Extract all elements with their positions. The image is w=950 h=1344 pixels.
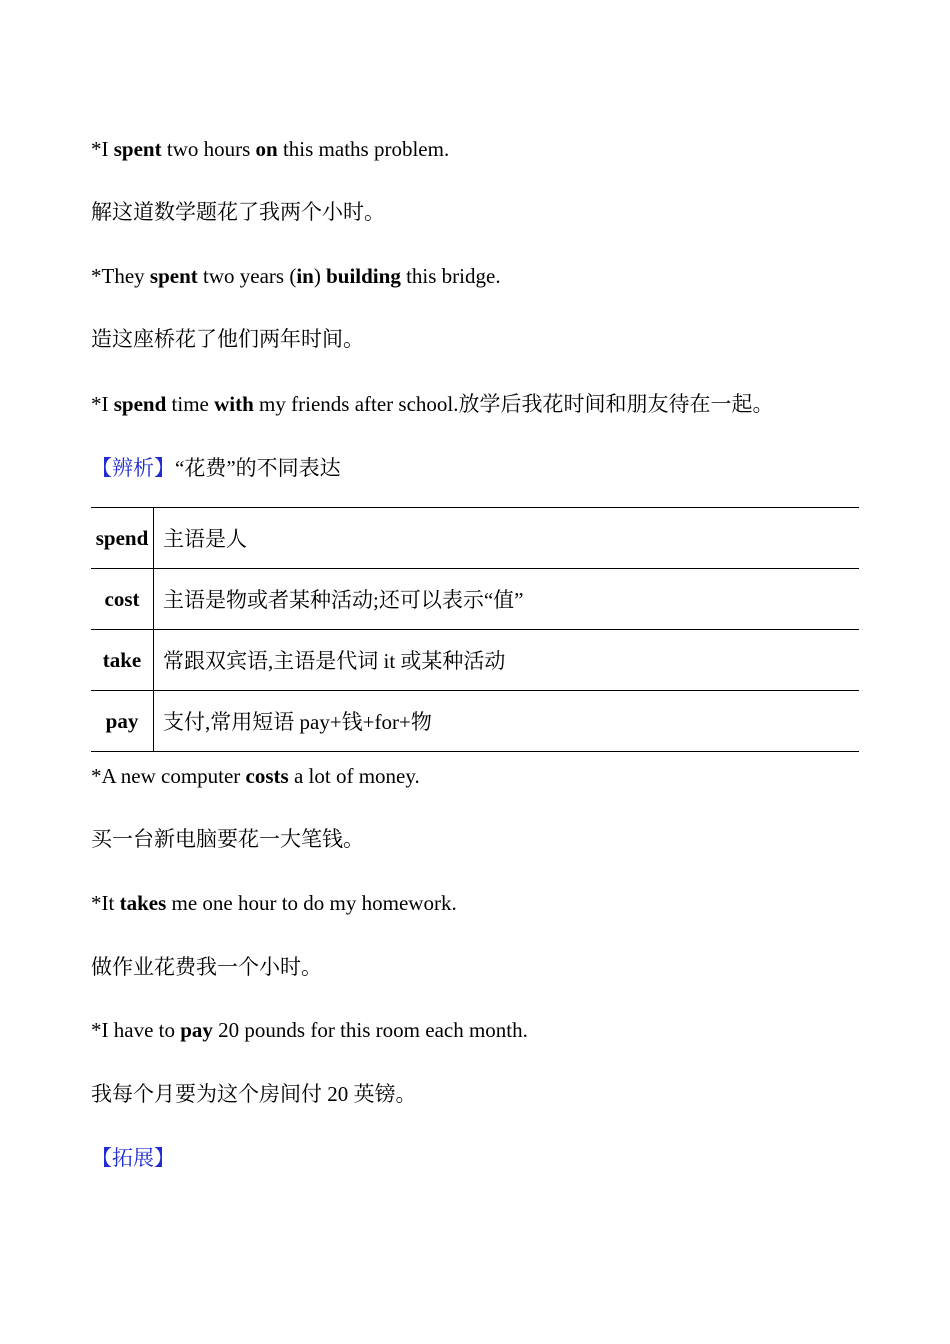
table-desc: 主语是物或者某种活动;还可以表示“值” bbox=[163, 588, 524, 612]
text: this bridge. bbox=[400, 264, 501, 288]
table-desc: 支付,常用短语 pay+钱+for+物 bbox=[163, 710, 432, 734]
keyword: in bbox=[296, 264, 314, 288]
table-row bbox=[91, 630, 859, 691]
example-spend-1 bbox=[91, 135, 449, 163]
text: *I bbox=[91, 137, 114, 161]
table-word: take bbox=[91, 630, 154, 691]
text: me one hour to do my homework. bbox=[166, 891, 457, 915]
text: this maths problem. bbox=[277, 137, 450, 161]
translation-cost: 买一台新电脑要花一大笔钱。 bbox=[91, 827, 364, 851]
text: *They bbox=[91, 264, 150, 288]
example-cost bbox=[91, 762, 420, 790]
keyword: with bbox=[214, 392, 254, 416]
text: *It bbox=[91, 891, 120, 915]
extension-heading: 【拓展】 bbox=[91, 1146, 175, 1170]
keyword: building bbox=[326, 264, 401, 288]
analysis-tag: 【辨析】 bbox=[91, 456, 175, 480]
comparison-table bbox=[91, 507, 859, 752]
example-spend-2 bbox=[91, 262, 501, 290]
example-take bbox=[91, 889, 457, 917]
table-desc: 常跟双宾语,主语是代词 it 或某种活动 bbox=[163, 649, 506, 673]
keyword: on bbox=[255, 137, 278, 161]
text: a lot of money. bbox=[288, 764, 420, 788]
translation-spend-1: 解这道数学题花了我两个小时。 bbox=[91, 200, 385, 224]
text: *I have to bbox=[91, 1018, 181, 1042]
example-pay bbox=[91, 1016, 528, 1044]
keyword: costs bbox=[245, 764, 289, 788]
translation-spend-2: 造这座桥花了他们两年时间。 bbox=[91, 327, 364, 351]
text: my friends after school.放学后我花时间和朋友待在一起。 bbox=[253, 392, 774, 416]
text: two hours bbox=[161, 137, 256, 161]
keyword: spend bbox=[113, 392, 167, 416]
table-word: spend bbox=[91, 508, 154, 569]
text: time bbox=[166, 392, 215, 416]
translation-take: 做作业花费我一个小时。 bbox=[91, 955, 322, 979]
analysis-title: “花费”的不同表达 bbox=[175, 456, 341, 480]
keyword: pay bbox=[180, 1018, 213, 1042]
analysis-heading bbox=[91, 454, 341, 482]
text: ) bbox=[313, 264, 327, 288]
translation-pay: 我每个月要为这个房间付 20 英镑。 bbox=[91, 1082, 417, 1106]
table-word: cost bbox=[91, 569, 154, 630]
text: 20 pounds for this room each month. bbox=[212, 1018, 528, 1042]
keyword: spent bbox=[149, 264, 198, 288]
keyword: takes bbox=[119, 891, 167, 915]
keyword: spent bbox=[113, 137, 162, 161]
text: two years ( bbox=[197, 264, 297, 288]
text: *A new computer bbox=[91, 764, 246, 788]
table-word: pay bbox=[91, 691, 154, 752]
example-spend-3 bbox=[91, 390, 773, 418]
table-row bbox=[91, 508, 859, 569]
text: *I bbox=[91, 392, 114, 416]
table-desc: 主语是人 bbox=[163, 527, 247, 551]
table-row bbox=[91, 569, 859, 630]
table-row bbox=[91, 691, 859, 752]
